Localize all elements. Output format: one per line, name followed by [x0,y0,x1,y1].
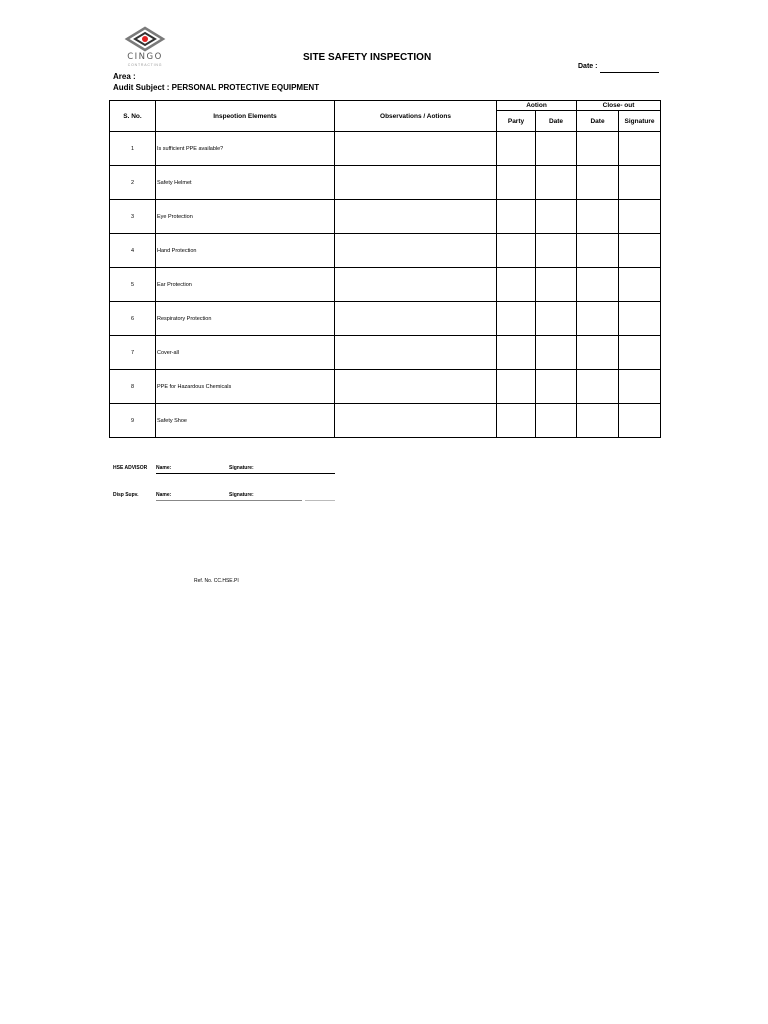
row-element: PPE for Hazardous Chemicals [156,370,335,404]
signature-cell[interactable] [619,132,661,166]
row-sno: 6 [110,302,156,336]
signature-cell[interactable] [619,302,661,336]
header-signature: Signature [619,111,661,132]
party-cell[interactable] [497,166,536,200]
signature-role: Disp Supv. [113,492,139,498]
action-date-cell[interactable] [536,336,577,370]
name-label: Name: [156,465,172,471]
row-sno: 4 [110,234,156,268]
closeout-date-cell[interactable] [577,336,619,370]
closeout-date-cell[interactable] [577,234,619,268]
header-inspection-elements: Inspeotion Elements [156,101,335,132]
observation-cell[interactable] [335,336,497,370]
observation-cell[interactable] [335,132,497,166]
party-cell[interactable] [497,268,536,302]
signature-cell[interactable] [619,166,661,200]
party-cell[interactable] [497,132,536,166]
signature-cell[interactable] [619,234,661,268]
table-row [110,166,661,200]
logo-emblem-icon [116,26,174,54]
action-date-cell[interactable] [536,268,577,302]
party-cell[interactable] [497,234,536,268]
row-sno: 2 [110,166,156,200]
action-date-cell[interactable] [536,234,577,268]
disp-supv-signature-row [110,492,336,502]
reference-number: Ref. No. CC.HSE.PI [194,578,239,584]
inspection-table [109,100,661,438]
header-closeout-date: Date [577,111,619,132]
header-closeout-group: Close- out [577,101,661,111]
row-sno: 3 [110,200,156,234]
signature-role: HSE ADVISOR [113,465,148,471]
party-cell[interactable] [497,200,536,234]
audit-subject-label: Audit Subject : PERSONAL PROTECTIVE EQUIPMENT [113,83,320,92]
observation-cell[interactable] [335,268,497,302]
area-label: Area : [113,72,136,81]
action-date-cell[interactable] [536,132,577,166]
logo-tagline: CONTRACTING [127,63,163,67]
signature-line-extension [305,500,335,501]
signature-cell[interactable] [619,370,661,404]
row-sno: 5 [110,268,156,302]
header-action-group: Aotion [497,101,577,111]
party-cell[interactable] [497,370,536,404]
action-date-cell[interactable] [536,200,577,234]
closeout-date-cell[interactable] [577,404,619,438]
table-row [110,200,661,234]
table-row [110,404,661,438]
signature-label: Signature: [229,465,254,471]
closeout-date-cell[interactable] [577,166,619,200]
table-row [110,370,661,404]
action-date-cell[interactable] [536,404,577,438]
observation-cell[interactable] [335,370,497,404]
row-sno: 7 [110,336,156,370]
row-sno: 1 [110,132,156,166]
signature-line[interactable] [156,473,335,474]
action-date-cell[interactable] [536,370,577,404]
signature-cell[interactable] [619,404,661,438]
row-element: Hand Protection [156,234,335,268]
logo-wordmark: CINGO [127,52,163,62]
row-element: Is sufficient PPE available? [156,132,335,166]
observation-cell[interactable] [335,234,497,268]
action-date-cell[interactable] [536,302,577,336]
table-row [110,302,661,336]
name-label: Name: [156,492,172,498]
row-element: Respiratory Protection [156,302,335,336]
header-party: Party [497,111,536,132]
header-observations: Observations / Aotions [335,101,497,132]
header-action-date: Date [536,111,577,132]
party-cell[interactable] [497,404,536,438]
date-field-line[interactable] [600,72,659,73]
hse-advisor-signature-row [110,465,336,475]
closeout-date-cell[interactable] [577,268,619,302]
row-element: Safety Shoe [156,404,335,438]
row-element: Ear Protection [156,268,335,302]
row-element: Safety Helmet [156,166,335,200]
table-row [110,234,661,268]
party-cell[interactable] [497,302,536,336]
signature-cell[interactable] [619,336,661,370]
observation-cell[interactable] [335,302,497,336]
row-element: Eye Protection [156,200,335,234]
table-row [110,336,661,370]
signature-cell[interactable] [619,200,661,234]
company-logo [116,26,174,68]
header-sno: S. No. [110,101,156,132]
row-sno: 8 [110,370,156,404]
action-date-cell[interactable] [536,166,577,200]
party-cell[interactable] [497,336,536,370]
observation-cell[interactable] [335,200,497,234]
closeout-date-cell[interactable] [577,132,619,166]
closeout-date-cell[interactable] [577,370,619,404]
observation-cell[interactable] [335,166,497,200]
table-row [110,132,661,166]
table-row [110,268,661,302]
row-element: Cover-all [156,336,335,370]
closeout-date-cell[interactable] [577,200,619,234]
observation-cell[interactable] [335,404,497,438]
page-title: SITE SAFETY INSPECTION [303,52,432,63]
signature-line[interactable] [156,500,302,501]
closeout-date-cell[interactable] [577,302,619,336]
signature-cell[interactable] [619,268,661,302]
date-label: Date : [578,63,598,70]
signature-label: Signature: [229,492,254,498]
row-sno: 9 [110,404,156,438]
